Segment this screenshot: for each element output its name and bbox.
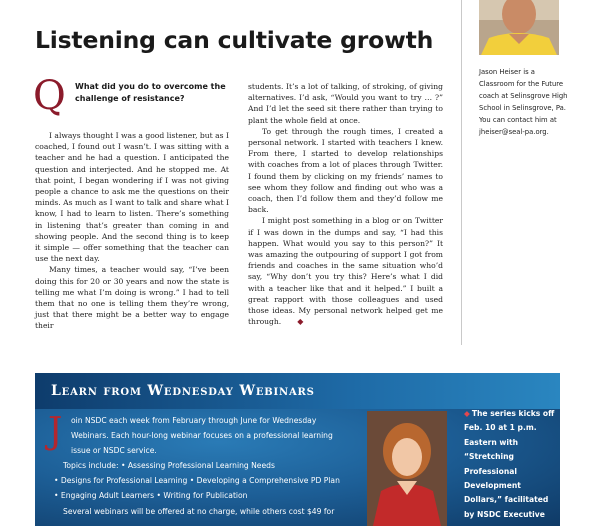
author-bio: Jason Heiser is a Classroom for the Future coach at Selinsgrove High School in Selinsgrove, Pa. You can contact him at jheiser@seal-pa.org. — [479, 68, 568, 136]
series-mark-icon: ◆ — [464, 409, 470, 418]
banner-topics-line: • Designs for Professional Learning • Developing a Comprehensive PD Plan — [54, 476, 340, 485]
author-photo-illustration — [479, 0, 559, 55]
series-announcement — [464, 407, 556, 522]
end-mark-icon: ◆ — [297, 317, 304, 327]
facilitator-photo-illustration — [367, 411, 447, 526]
article-title: Listening can cultivate growth — [35, 26, 434, 54]
series-text: The series kicks off Feb. 10 at 1 p.m. Eastern with “Stretching Professional Development Dollars,” facilitated by NSDC Executive — [464, 409, 555, 519]
author-photo — [479, 0, 559, 55]
sidebar-divider — [461, 0, 462, 345]
banner-title: Learn from Wednesday Webinars — [51, 383, 315, 399]
webinar-banner — [35, 373, 560, 526]
drop-cap: Q — [33, 73, 66, 119]
banner-text-line: oin NSDC each week from February through June for Wednesday — [71, 416, 317, 425]
article-column-2 — [248, 81, 443, 327]
paragraph: Many times, a teacher would say, “I’ve been doing this for 20 or 30 years and now the state is telling me what I’m doing is wrong.” I had to tell them that no one is telling them they’re wrong, just that there might be a better way to engage their — [35, 265, 229, 331]
interview-question: What did you do to overcome the challenge of resistance? — [75, 82, 226, 103]
article-column-1 — [35, 130, 229, 332]
paragraph: I always thought I was a good listener, but as I coached, I found out I wasn’t. I was sitting with a teacher and he had a question. I anticipated the question and interjected. And he stopped me. At that point, I began wondering if I was not giving people a chance to ask me the questions on their minds. As much as I want to talk and share what I know, I had to learn to listen. There’s something in listening that’s greater than coming in and showing people. And the second thing is to keep it simple — offer something that the teacher can use the next day. — [35, 131, 229, 264]
banner-topics-line: Topics include: • Assessing Professional Learning Needs — [63, 461, 275, 470]
banner-drop-cap: J — [48, 411, 63, 452]
paragraph: students. It’s a lot of talking, of stroking, of giving alternatives. I’d ask, “Would you want to try … ?” And I’d let the seed sit there rather than trying to plant the whole field at once. — [248, 82, 443, 125]
banner-topics-line: • Engaging Adult Learners • Writing for Publication — [54, 491, 248, 500]
banner-text-line: Several webinars will be offered at no charge, while others cost $49 for — [63, 507, 335, 516]
paragraph-text: I might post something in a blog or on Twitter if I was down in the dumps and say, “I had this happen. What would you say to this person?” It was amazing the outpouring of support I got from friends and coaches in the same situation who’d say, “Why don’t you try this? Here’s what I did with a teacher like that and it helped.” I built a great rapport with those colleagues and used those ideas. My personal network helped get me through. — [248, 216, 443, 327]
facilitator-photo — [367, 411, 447, 526]
paragraph — [248, 215, 443, 327]
banner-text-line: issue or NSDC service. — [71, 446, 157, 455]
paragraph: To get through the rough times, I created a personal network. I started with teachers I knew. From there, I started to develop relationships with coaches from a lot of places through Twitter. I found them by clicking on my friends’ names to see whom they follow and finding out who was a coach, then I’d follow them and they’d follow me back. — [248, 126, 443, 215]
banner-text-line: Webinars. Each hour-long webinar focuses on a professional learning — [71, 431, 333, 440]
